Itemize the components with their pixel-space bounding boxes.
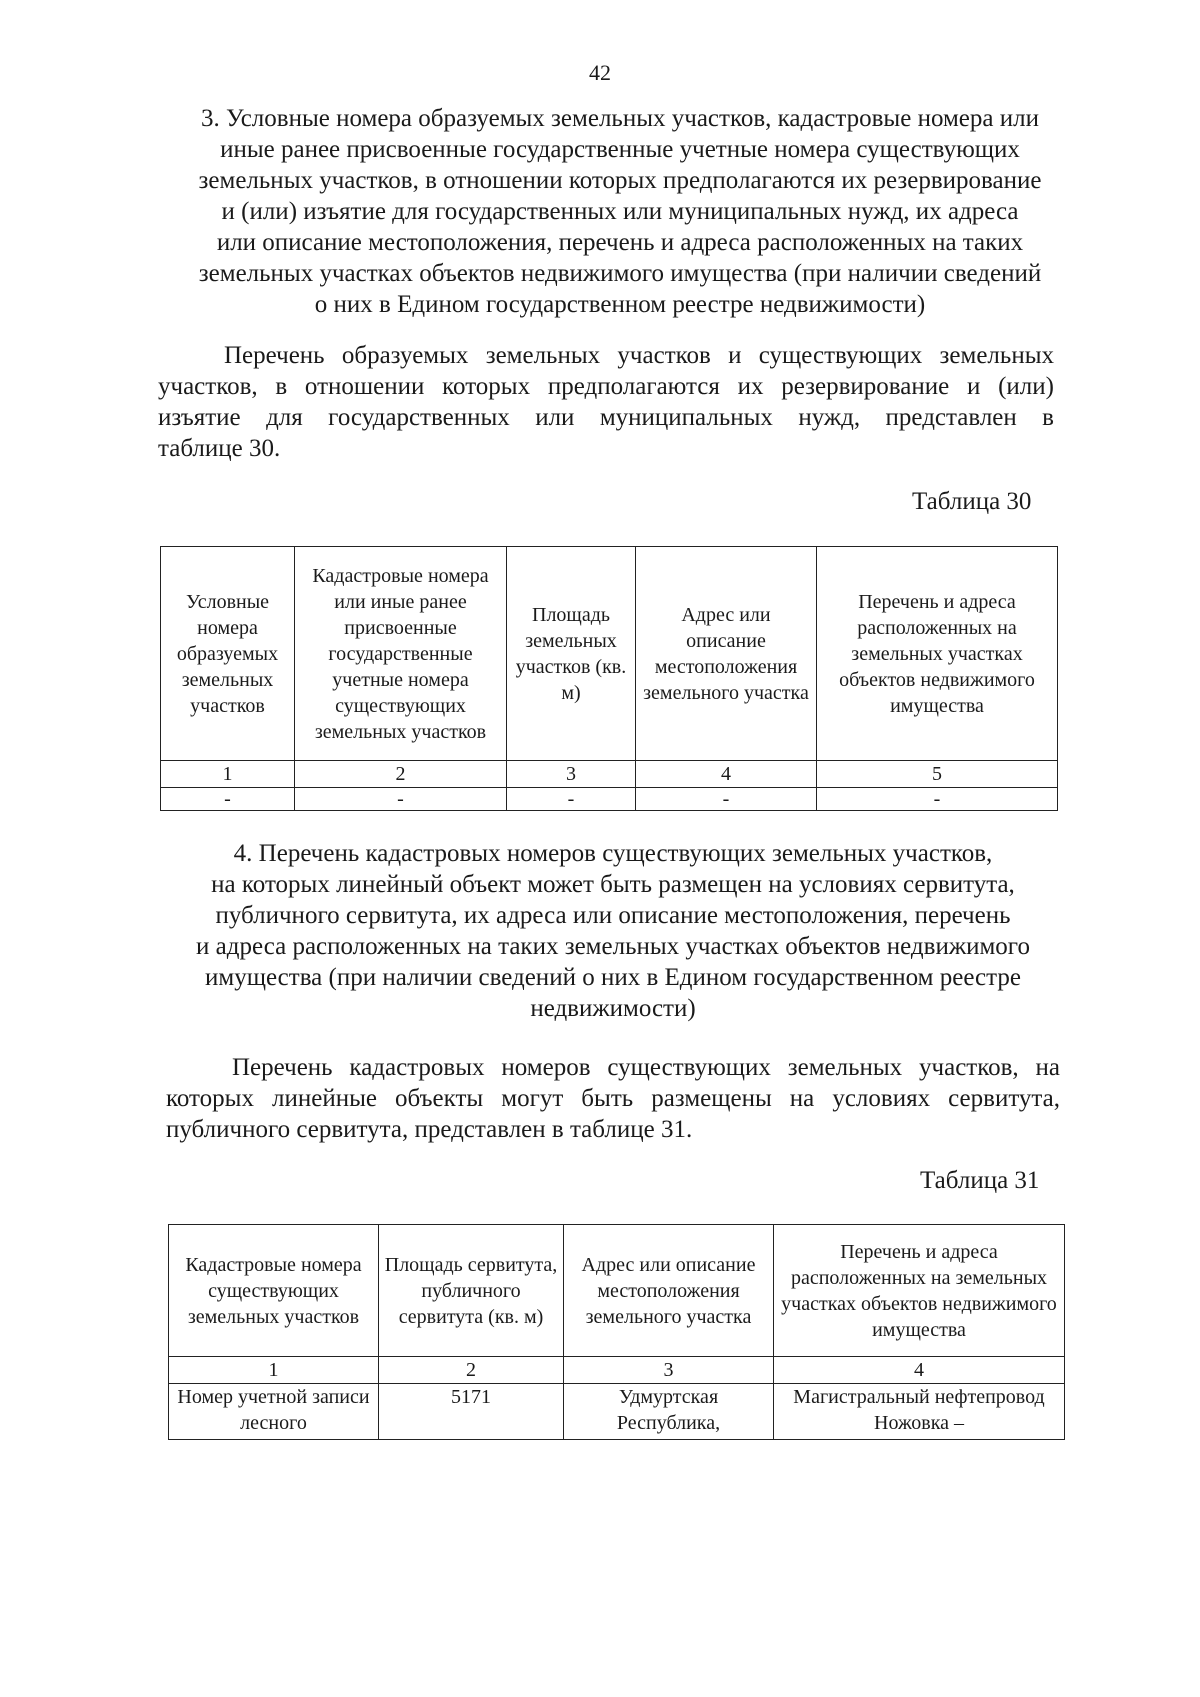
table31-cell: Магистральный нефтепровод Ножовка – [774,1384,1065,1440]
table31-cell: Удмуртская Республика, [564,1384,774,1440]
paragraph-line: изъятие для государственных или муниципальных нужд, представлен в [158,404,1054,431]
heading-line: на которых линейный объект может быть размещен на условиях сервитута, [211,871,1015,898]
heading-line: имущества (при наличии сведений о них в Едином государственном реестре [205,964,1021,991]
table30-cell: - [817,788,1058,811]
paragraph-line: Перечень образуемых земельных участков и существующих земельных [224,342,1054,369]
table30-cell: - [507,788,636,811]
paragraph-line: Перечень кадастровых номеров существующих земельных участков, на [232,1054,1060,1081]
section4-paragraph [166,1052,1060,1145]
paragraph-line: участков, в отношении которых предполагаются их резервирование и (или) [158,373,1054,400]
heading-line: и (или) изъятие для государственных или муниципальных нужд, их адреса [221,198,1019,225]
heading-line: или описание местоположения, перечень и адреса расположенных на таких [216,229,1024,256]
table30-number-cell: 1 [161,761,295,788]
heading-line: и адреса расположенных на таких земельных участках объектов недвижимого [196,933,1030,960]
table30-cell: - [295,788,507,811]
paragraph-line: публичного сервитута, представлен в таблице 31. [166,1116,693,1143]
table31-caption: Таблица 31 [920,1167,1040,1194]
table30-cell: - [636,788,817,811]
table30-number-cell: 4 [636,761,817,788]
table30 [160,546,1058,811]
heading-line: земельных участков, в отношении которых предполагаются их резервирование [198,167,1042,194]
table31-header-cell: Площадь сервитута, публичного сервитута (кв. м) [379,1225,564,1357]
section4-heading [168,838,1058,1024]
table31-header-cell: Адрес или описание местоположения земельного участка [564,1225,774,1357]
table31-header-row [169,1225,1065,1357]
section3-heading [160,103,1080,320]
section3-paragraph [158,340,1054,464]
heading-line: иные ранее присвоенные государственные учетные номера существующих [220,136,1020,163]
table30-number-cell: 5 [817,761,1058,788]
table30-number-cell: 3 [507,761,636,788]
table31-number-cell: 3 [564,1357,774,1384]
paragraph-line: которых линейные объекты могут быть размещены на условиях сервитута, [166,1085,1060,1112]
table-row [169,1384,1065,1440]
table30-number-cell: 2 [295,761,507,788]
heading-line: 3. Условные номера образуемых земельных участков, кадастровые номера или [201,105,1039,132]
table31-number-cell: 4 [774,1357,1065,1384]
table31-cell: 5171 [379,1384,564,1440]
table30-header-cell: Кадастровые номера или иные ранее присвоенные государственные учетные номера существующих земельных участков [295,547,507,761]
table30-header-cell: Площадь земельных участков (кв. м) [507,547,636,761]
table30-header-cell: Адрес или описание местоположения земельного участка [636,547,817,761]
table31-cell: Номер учетной записи лесного [169,1384,379,1440]
page-number: 42 [589,60,611,85]
heading-line: о них в Едином государственном реестре недвижимости) [314,291,926,318]
table30-header-cell: Условные номера образуемых земельных участков [161,547,295,761]
table30-header-row [161,547,1058,761]
heading-line: публичного сервитута, их адреса или описание местоположения, перечень [215,902,1011,929]
heading-line: земельных участках объектов недвижимого имущества (при наличии сведений [198,260,1042,287]
table31-number-cell: 1 [169,1357,379,1384]
table30-number-row [161,761,1058,788]
table30-header-cell: Перечень и адреса расположенных на земельных участках объектов недвижимого имущества [817,547,1058,761]
heading-line: 4. Перечень кадастровых номеров существующих земельных участков, [233,840,993,867]
heading-line: недвижимости) [530,995,696,1022]
paragraph-line: таблице 30. [158,435,281,462]
table-row [161,788,1058,811]
table31-number-cell: 2 [379,1357,564,1384]
table31-header-cell: Перечень и адреса расположенных на земельных участках объектов недвижимого имущества [774,1225,1065,1357]
table31-number-row [169,1357,1065,1384]
table31 [168,1224,1065,1440]
table31-header-cell: Кадастровые номера существующих земельных участков [169,1225,379,1357]
table30-caption: Таблица 30 [912,488,1032,515]
table30-cell: - [161,788,295,811]
